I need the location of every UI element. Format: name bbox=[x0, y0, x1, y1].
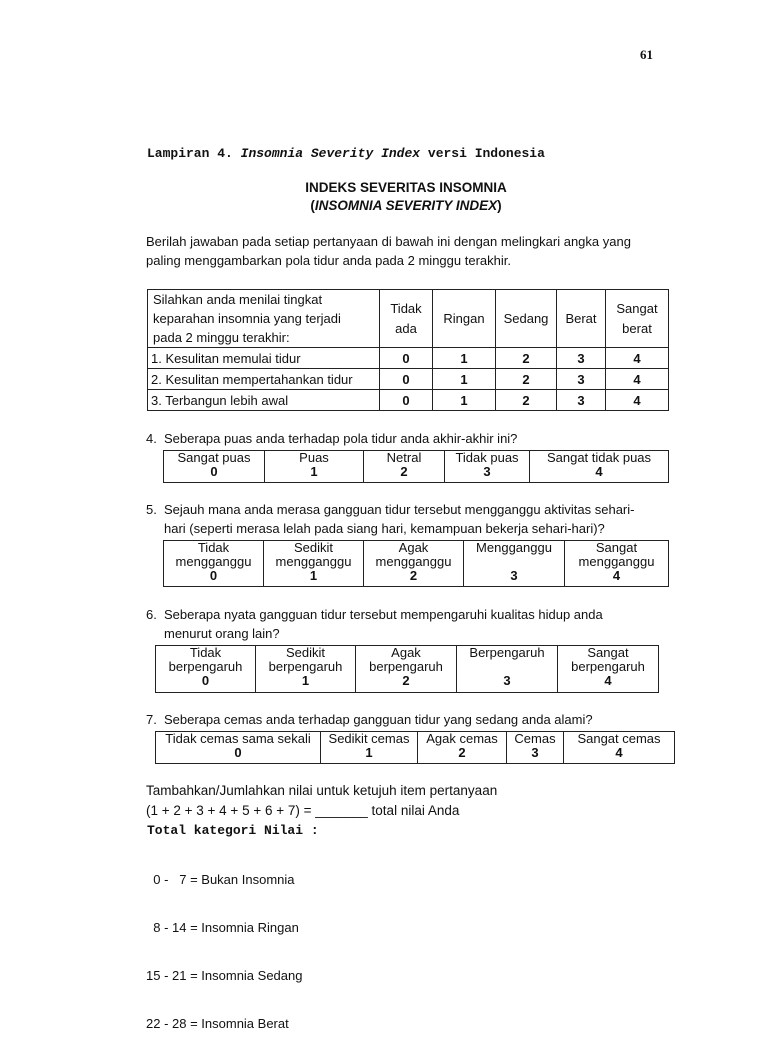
option-label: berpengaruh bbox=[571, 659, 645, 674]
option-cell[interactable] bbox=[256, 646, 356, 693]
option-value: 2 bbox=[402, 673, 410, 688]
column-header: Sedang bbox=[496, 290, 557, 348]
q7-options bbox=[155, 731, 675, 764]
table-row bbox=[148, 390, 669, 411]
category-line: 22 - 28 = Insomnia Berat bbox=[146, 1016, 289, 1031]
question-text: Seberapa cemas anda terhadap gangguan tidur yang sedang anda alami? bbox=[164, 712, 593, 727]
severity-header-row bbox=[148, 290, 669, 348]
column-header: Ringan bbox=[433, 290, 496, 348]
prompt-line: pada 2 minggu terakhir: bbox=[153, 330, 290, 345]
option-value: 4 bbox=[615, 745, 623, 760]
severity-table bbox=[147, 289, 669, 411]
option-value: 0 bbox=[201, 673, 210, 688]
score-cell[interactable]: 4 bbox=[606, 390, 669, 411]
sum-formula: (1 + 2 + 3 + 4 + 5 + 6 + 7) = _______ total nilai Anda bbox=[146, 803, 460, 818]
option-label: Sangat bbox=[587, 645, 629, 660]
appendix-prefix: Lampiran 4. bbox=[147, 146, 233, 161]
column-header-line: ada bbox=[395, 320, 417, 336]
option-value: 2 bbox=[409, 568, 418, 583]
option-cell[interactable] bbox=[445, 451, 530, 483]
table-row bbox=[148, 369, 669, 390]
option-cell[interactable] bbox=[321, 732, 418, 764]
table-row bbox=[148, 348, 669, 369]
score-cell[interactable]: 2 bbox=[496, 390, 557, 411]
question-6 bbox=[146, 605, 658, 643]
option-cell[interactable] bbox=[364, 541, 464, 587]
q4-options bbox=[163, 450, 669, 483]
title-sub: (INSOMNIA SEVERITY INDEX) bbox=[310, 198, 502, 213]
q6-options bbox=[155, 645, 659, 693]
score-cell[interactable]: 0 bbox=[380, 369, 433, 390]
option-label: Tidak bbox=[189, 645, 222, 660]
option-cell[interactable] bbox=[464, 541, 565, 587]
score-cell[interactable]: 1 bbox=[433, 390, 496, 411]
option-value: 0 bbox=[210, 464, 218, 479]
title-sub-italic: INSOMNIA SEVERITY INDEX bbox=[314, 198, 498, 213]
score-cell[interactable]: 0 bbox=[380, 390, 433, 411]
question-number: 6. bbox=[146, 607, 157, 622]
option-cell[interactable] bbox=[418, 732, 507, 764]
option-cell[interactable] bbox=[264, 541, 364, 587]
q5-options bbox=[163, 540, 669, 587]
option-label: mengganggu bbox=[175, 554, 252, 569]
option-label: Sedikit bbox=[285, 645, 326, 660]
option-label: Sangat cemas bbox=[577, 731, 661, 746]
column-header: Berat bbox=[557, 290, 606, 348]
option-value: 0 bbox=[209, 568, 218, 583]
option-value: 3 bbox=[531, 745, 539, 760]
option-label: berpengaruh bbox=[369, 659, 443, 674]
score-cell[interactable]: 3 bbox=[557, 348, 606, 369]
option-label: Sedikit cemas bbox=[328, 731, 410, 746]
option-value: 4 bbox=[595, 464, 603, 479]
option-label: mengganggu bbox=[275, 554, 352, 569]
question-number: 4. bbox=[146, 431, 157, 446]
score-cell[interactable]: 4 bbox=[606, 369, 669, 390]
appendix-suffix: versi Indonesia bbox=[427, 146, 545, 161]
score-cell[interactable]: 1 bbox=[433, 348, 496, 369]
column-header-line: Sangat bbox=[616, 300, 658, 316]
option-value: 3 bbox=[510, 568, 518, 583]
option-label: Puas bbox=[299, 450, 329, 465]
sum-instruction bbox=[146, 781, 497, 821]
column-header-line: Tidak bbox=[390, 300, 422, 316]
question-text: Seberapa puas anda terhadap pola tidur anda akhir-akhir ini? bbox=[164, 431, 518, 446]
option-label: berpengaruh bbox=[168, 659, 243, 674]
column-header-line: berat bbox=[622, 320, 652, 336]
sum-line: Tambahkan/Jumlahkan nilai untuk ketujuh item pertanyaan bbox=[146, 783, 498, 798]
column-header bbox=[606, 290, 669, 348]
option-cell[interactable] bbox=[356, 646, 457, 693]
option-cell[interactable] bbox=[507, 732, 564, 764]
option-cell[interactable] bbox=[164, 451, 265, 483]
option-label: Mengganggu bbox=[476, 540, 552, 555]
score-cell[interactable]: 3 bbox=[557, 369, 606, 390]
score-cell[interactable]: 4 bbox=[606, 348, 669, 369]
severity-prompt bbox=[148, 290, 380, 348]
option-value: 3 bbox=[503, 673, 511, 688]
option-label: Netral bbox=[386, 450, 422, 465]
option-label: Sangat tidak puas bbox=[546, 450, 652, 465]
option-label: Cemas bbox=[514, 731, 556, 746]
option-label: Berpengaruh bbox=[469, 645, 545, 660]
option-cell[interactable] bbox=[558, 646, 659, 693]
option-value: 1 bbox=[310, 464, 318, 479]
option-value: 4 bbox=[612, 568, 621, 583]
option-label: berpengaruh bbox=[268, 659, 343, 674]
score-cell[interactable]: 1 bbox=[433, 369, 496, 390]
option-cell[interactable] bbox=[457, 646, 558, 693]
category-line: 15 - 21 = Insomnia Sedang bbox=[146, 968, 303, 983]
appendix-italic: Insomnia Severity Index bbox=[240, 146, 421, 161]
question-4 bbox=[146, 429, 517, 448]
question-number: 7. bbox=[146, 712, 157, 727]
option-label: Agak bbox=[398, 540, 429, 555]
option-label: mengganggu bbox=[578, 554, 655, 569]
question-7 bbox=[146, 710, 593, 729]
question-number: 5. bbox=[146, 502, 157, 517]
option-cell[interactable] bbox=[364, 451, 445, 483]
question-text: menurut orang lain? bbox=[164, 626, 280, 641]
question-text: hari (seperti merasa lelah pada siang hari, kemampuan bekerja sehari-hari)? bbox=[164, 521, 605, 536]
categories-title: Total kategori Nilai : bbox=[147, 823, 319, 838]
option-label: Sangat bbox=[595, 540, 638, 555]
prompt-line: keparahan insomnia yang terjadi bbox=[153, 311, 341, 326]
question-text: Sejauh mana anda merasa gangguan tidur tersebut mengganggu aktivitas sehari- bbox=[164, 502, 635, 517]
score-cell[interactable]: 2 bbox=[496, 348, 557, 369]
row-label: 2. Kesulitan mempertahankan tidur bbox=[148, 369, 380, 390]
category-line: 8 - 14 = Insomnia Ringan bbox=[146, 920, 299, 935]
score-cell[interactable]: 0 bbox=[380, 348, 433, 369]
option-cell[interactable] bbox=[565, 541, 669, 587]
appendix-heading bbox=[147, 146, 545, 161]
score-cell[interactable]: 3 bbox=[557, 390, 606, 411]
option-cell[interactable] bbox=[265, 451, 364, 483]
question-text: Seberapa nyata gangguan tidur tersebut mempengaruhi kualitas hidup anda bbox=[164, 607, 603, 622]
title-main: INDEKS SEVERITAS INSOMNIA bbox=[305, 180, 507, 195]
option-label: Sangat puas bbox=[177, 450, 251, 465]
instruction-text: Berilah jawaban pada setiap pertanyaan di bawah ini dengan melingkari angka yang paling menggambarkan pola tidur anda pada 2 minggu terakhir. bbox=[146, 234, 631, 268]
option-cell[interactable] bbox=[564, 732, 675, 764]
option-label: Sedikit bbox=[293, 540, 334, 555]
score-cell[interactable]: 2 bbox=[496, 369, 557, 390]
question-5 bbox=[146, 500, 634, 538]
option-value: 1 bbox=[309, 568, 318, 583]
option-value: 0 bbox=[234, 745, 242, 760]
option-value: 3 bbox=[483, 464, 491, 479]
option-cell[interactable] bbox=[156, 646, 256, 693]
option-label: mengganggu bbox=[375, 554, 452, 569]
column-header bbox=[380, 290, 433, 348]
row-label: 3. Terbangun lebih awal bbox=[148, 390, 380, 411]
option-cell[interactable] bbox=[164, 541, 264, 587]
option-label: Tidak cemas sama sekali bbox=[165, 731, 311, 746]
option-label: Tidak bbox=[197, 540, 230, 555]
option-cell[interactable] bbox=[530, 451, 669, 483]
option-label: Agak bbox=[391, 645, 421, 660]
prompt-line: Silahkan anda menilai tingkat bbox=[153, 292, 323, 307]
option-value: 1 bbox=[365, 745, 373, 760]
page-number: 61 bbox=[640, 47, 653, 62]
option-value: 2 bbox=[400, 464, 408, 479]
option-cell[interactable] bbox=[156, 732, 321, 764]
category-line: 0 - 7 = Bukan Insomnia bbox=[146, 872, 295, 887]
row-label: 1. Kesulitan memulai tidur bbox=[148, 348, 380, 369]
score-categories bbox=[146, 840, 302, 1048]
option-value: 1 bbox=[301, 673, 310, 688]
option-label: Agak cemas bbox=[426, 731, 498, 746]
option-value: 4 bbox=[604, 673, 612, 688]
option-value: 2 bbox=[458, 745, 466, 760]
option-label: Tidak puas bbox=[455, 450, 519, 465]
